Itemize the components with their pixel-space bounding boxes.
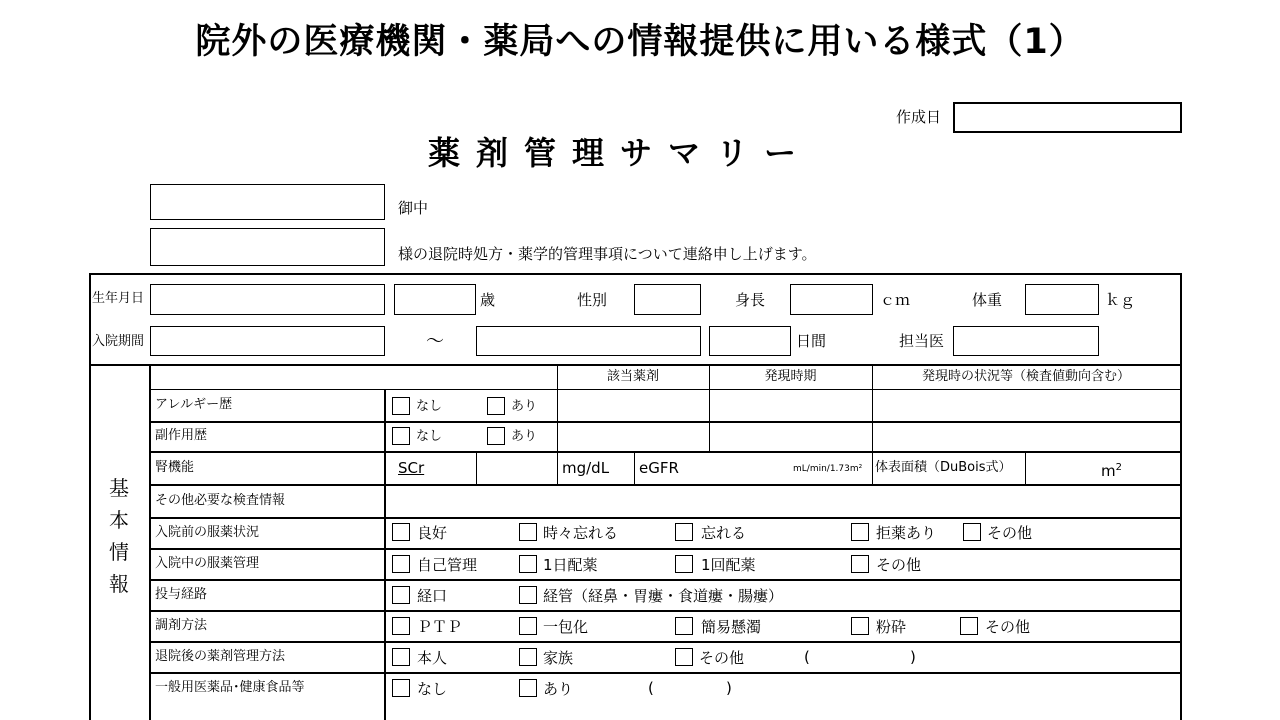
in-management-option-checkbox[interactable] xyxy=(519,555,537,573)
route-option-checkbox[interactable] xyxy=(519,586,537,604)
allergy-yes-label: あり xyxy=(511,399,538,414)
dispensing-option-checkbox[interactable] xyxy=(519,617,537,635)
row-divider xyxy=(150,641,1181,643)
otc-option-label: なし xyxy=(417,680,448,698)
header-drug: 該当薬剤 xyxy=(606,369,659,384)
admission-start-field[interactable] xyxy=(150,326,385,356)
dispensing-option-label: 粉砕 xyxy=(876,618,907,636)
otc-paren-open: ( xyxy=(648,679,654,697)
column-divider xyxy=(634,451,635,484)
section-label-char: 情 xyxy=(109,540,129,564)
section-label-char: 本 xyxy=(109,508,129,532)
bsa-unit xyxy=(1101,458,1122,481)
section-label xyxy=(99,472,139,600)
row-divider xyxy=(150,548,1181,550)
route-option-label: 経管（経鼻・胃瘻・食道瘻・腸瘻） xyxy=(543,587,784,605)
in-management-option-label: その他 xyxy=(876,556,922,574)
slide-title: 院外の医療機関・薬局への情報提供に用いる様式（1） xyxy=(195,22,1085,62)
row-divider xyxy=(150,389,1181,390)
height-label: 身長 xyxy=(735,291,766,309)
column-divider xyxy=(1025,451,1026,484)
other-tests-label: その他必要な検査情報 xyxy=(155,493,286,508)
dispensing-option-checkbox[interactable] xyxy=(960,617,978,635)
dispensing-label: 調剤方法 xyxy=(155,618,208,633)
column-divider xyxy=(476,451,477,484)
addressee-field[interactable] xyxy=(150,184,385,220)
pre-adherence-option-checkbox[interactable] xyxy=(392,523,410,541)
allergy-none-checkbox[interactable] xyxy=(392,397,410,415)
label-column-divider xyxy=(384,389,386,720)
admission-label: 入院期間 xyxy=(92,334,145,349)
post-management-option-label: その他 xyxy=(699,649,745,667)
dispensing-option-label: 簡易懸濁 xyxy=(701,618,762,636)
weight-unit: ｋｇ xyxy=(1105,291,1136,309)
otc-label: 一般用医薬品･健康食品等 xyxy=(155,680,305,695)
post-management-option-checkbox[interactable] xyxy=(392,648,410,666)
allergy-yes-checkbox[interactable] xyxy=(487,397,505,415)
row-divider xyxy=(150,421,1181,423)
section-label-divider xyxy=(149,364,151,720)
in-management-option-checkbox[interactable] xyxy=(851,555,869,573)
egfr-unit: mL/min/1.73m² xyxy=(793,464,863,474)
row-divider xyxy=(150,579,1181,581)
route-option-checkbox[interactable] xyxy=(392,586,410,604)
header-onset: 発現時期 xyxy=(764,369,817,384)
doctor-field[interactable] xyxy=(953,326,1099,356)
days-label: 日間 xyxy=(796,332,827,350)
pre-adherence-option-checkbox[interactable] xyxy=(851,523,869,541)
header-status: 発現時の状況等（検査値動向含む） xyxy=(921,369,1130,384)
age-field[interactable] xyxy=(394,284,476,315)
post-management-option-label: 家族 xyxy=(543,649,574,667)
in-management-option-label: 自己管理 xyxy=(417,556,478,574)
side-effect-label: 副作用歴 xyxy=(155,428,208,443)
dispensing-option-checkbox[interactable] xyxy=(392,617,410,635)
height-unit: ｃｍ xyxy=(880,291,911,309)
kidney-label: 腎機能 xyxy=(155,460,195,475)
route-label: 投与経路 xyxy=(155,587,208,602)
scr-unit: mg/dL xyxy=(562,459,610,477)
admission-days-field[interactable] xyxy=(709,326,791,356)
dob-label: 生年月日 xyxy=(92,291,145,306)
pre-adherence-label: 入院前の服薬状況 xyxy=(155,525,260,540)
summary-title: 薬剤管理サマリー xyxy=(427,134,812,172)
dispensing-option-checkbox[interactable] xyxy=(851,617,869,635)
bsa-label: 体表面積（DuBois式） xyxy=(875,460,1012,475)
form-right-border xyxy=(1180,273,1182,720)
section-label-char: 基 xyxy=(109,476,129,500)
doctor-label: 担当医 xyxy=(899,332,945,350)
side-effect-none-label: なし xyxy=(416,429,443,444)
allergy-label: アレルギー歴 xyxy=(155,397,233,412)
row-divider xyxy=(150,672,1181,674)
section-label-char: 報 xyxy=(109,572,129,596)
post-management-option-checkbox[interactable] xyxy=(675,648,693,666)
dispensing-option-checkbox[interactable] xyxy=(675,617,693,635)
side-effect-none-checkbox[interactable] xyxy=(392,427,410,445)
in-management-option-checkbox[interactable] xyxy=(675,555,693,573)
in-management-option-label: 1回配薬 xyxy=(701,556,756,574)
weight-label: 体重 xyxy=(972,291,1003,309)
bsa-unit-exponent: 2 xyxy=(1115,462,1122,473)
post-management-label: 退院後の薬剤管理方法 xyxy=(155,649,286,664)
section-top-border xyxy=(89,364,1182,366)
in-management-label: 入院中の服薬管理 xyxy=(155,556,260,571)
row-divider xyxy=(150,451,1181,453)
dispensing-option-label: その他 xyxy=(985,618,1031,636)
form-top-border xyxy=(89,273,1182,275)
pre-adherence-option-label: その他 xyxy=(987,524,1033,542)
post-management-option-checkbox[interactable] xyxy=(519,648,537,666)
post-management-paren-close: ) xyxy=(910,648,916,666)
otc-option-label: あり xyxy=(543,680,574,698)
period-tilde: ～ xyxy=(426,331,444,352)
dob-field[interactable] xyxy=(150,284,385,315)
pre-adherence-option-label: 時々忘れる xyxy=(543,524,619,542)
row-divider xyxy=(150,610,1181,612)
weight-field[interactable] xyxy=(1025,284,1099,315)
egfr-label: eGFR xyxy=(639,459,679,477)
row-divider xyxy=(150,484,1181,486)
pre-adherence-option-checkbox[interactable] xyxy=(675,523,693,541)
otc-option-checkbox[interactable] xyxy=(519,679,537,697)
otc-paren-close: ) xyxy=(726,679,732,697)
side-effect-yes-checkbox[interactable] xyxy=(487,427,505,445)
in-management-option-label: 1日配薬 xyxy=(543,556,598,574)
addressee-suffix: 御中 xyxy=(398,199,429,217)
dispensing-option-label: ＰＴＰ xyxy=(417,618,463,636)
pre-adherence-option-checkbox[interactable] xyxy=(519,523,537,541)
pre-adherence-option-label: 拒薬あり xyxy=(876,524,937,542)
sex-field[interactable] xyxy=(634,284,701,315)
pre-adherence-option-label: 良好 xyxy=(417,524,448,542)
patient-name-field[interactable] xyxy=(150,228,385,266)
route-option-label: 経口 xyxy=(417,587,448,605)
bsa-unit-base: m xyxy=(1101,462,1116,480)
pre-adherence-option-label: 忘れる xyxy=(701,524,747,542)
age-unit: 歳 xyxy=(480,291,496,309)
post-management-option-label: 本人 xyxy=(417,649,448,667)
post-management-paren-open: ( xyxy=(804,648,810,666)
admission-end-field[interactable] xyxy=(476,326,701,356)
pre-adherence-option-checkbox[interactable] xyxy=(963,523,981,541)
dispensing-option-label: 一包化 xyxy=(543,618,589,636)
form-left-border xyxy=(89,273,91,720)
scr-label: SCr xyxy=(398,459,425,477)
in-management-option-checkbox[interactable] xyxy=(392,555,410,573)
sex-label: 性別 xyxy=(577,291,608,309)
side-effect-yes-label: あり xyxy=(511,429,538,444)
allergy-none-label: なし xyxy=(416,399,443,414)
created-date-label: 作成日 xyxy=(896,108,942,126)
height-field[interactable] xyxy=(790,284,873,315)
intro-text: 様の退院時処方・薬学的管理事項について連絡申し上げます。 xyxy=(398,245,817,263)
row-divider xyxy=(150,517,1181,519)
otc-option-checkbox[interactable] xyxy=(392,679,410,697)
